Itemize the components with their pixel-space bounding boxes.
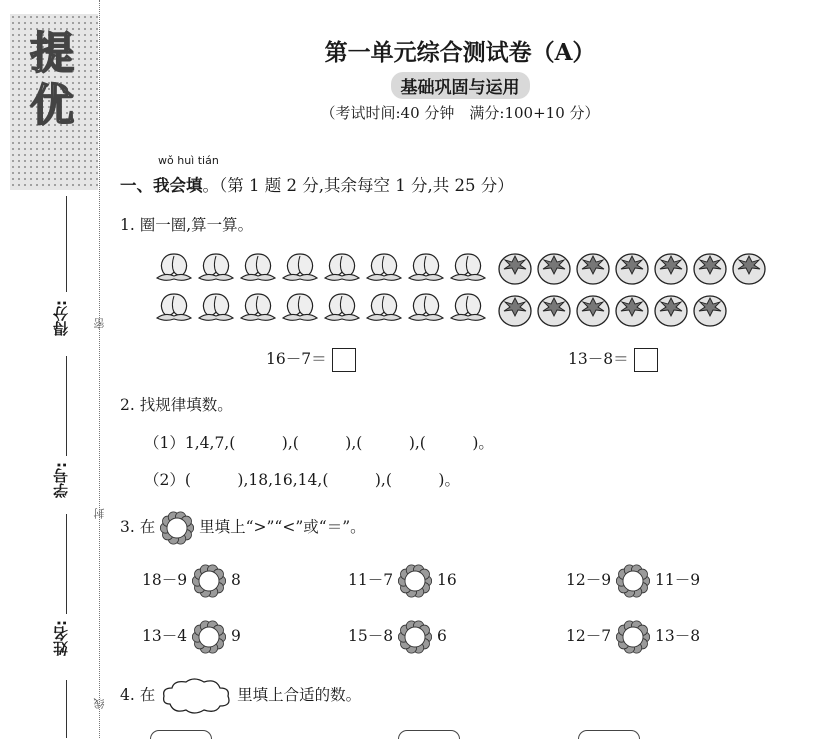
q3-prompt-before: 3. 在 xyxy=(120,518,156,536)
q3-item-1 xyxy=(142,564,241,598)
cloud-icon xyxy=(160,678,232,714)
q1-eq-left-text: 16－7＝ xyxy=(266,350,327,368)
seal-char-mi: 密 xyxy=(93,318,106,329)
seal-char-xian: 线 xyxy=(93,698,106,709)
student-id-line xyxy=(66,514,67,614)
compare-flower-icon[interactable] xyxy=(616,564,650,598)
q3-item-right: 16 xyxy=(436,571,457,589)
tomato-icon xyxy=(574,290,612,328)
q1-equation-right xyxy=(568,347,658,372)
q3-item-left: 12－9 xyxy=(566,571,612,589)
score-label: 得分: xyxy=(52,300,70,336)
peach-icon xyxy=(239,290,277,324)
tomato-icon xyxy=(652,290,690,328)
peach-icon xyxy=(407,290,445,324)
q2-prompt: 2. 找规律填数。 xyxy=(120,396,233,414)
compare-flower-icon[interactable] xyxy=(398,564,432,598)
peach-picture-group xyxy=(155,250,495,330)
peach-icon xyxy=(323,250,361,284)
peach-icon xyxy=(155,250,193,284)
tomato-icon xyxy=(730,248,768,286)
tomato-icon xyxy=(496,290,534,328)
q4-prompt xyxy=(120,678,361,714)
section-pinyin: wǒ huì tián xyxy=(158,154,219,167)
q1-eq-right-text: 13－8＝ xyxy=(568,350,629,368)
q3-item-6 xyxy=(566,620,700,654)
name-label: 姓名: xyxy=(52,620,70,656)
subtitle-wrap xyxy=(120,72,800,99)
q2-line-2[interactable]: （2）( ),18,16,14,( ),( )。 xyxy=(144,471,460,489)
q3-prompt-after: 里填上“>”“<”或“＝”。 xyxy=(199,518,366,536)
q2-line-1[interactable]: （1）1,4,7,( ),( ),( ),( )。 xyxy=(144,434,494,452)
tomato-icon xyxy=(691,248,729,286)
q3-item-right: 11－9 xyxy=(654,571,701,589)
student-id-label: 学号: xyxy=(52,462,70,498)
q1-answer-box-right[interactable] xyxy=(634,348,658,372)
tomato-icon xyxy=(496,248,534,286)
q3-item-3 xyxy=(566,564,700,598)
subtitle-badge: 基础巩固与运用 xyxy=(391,72,530,99)
q3-item-left: 13－4 xyxy=(142,627,188,645)
section-heading-bold: 我会填 xyxy=(153,176,203,195)
q3-item-2 xyxy=(348,564,457,598)
q3-item-left: 18－9 xyxy=(142,571,188,589)
peach-icon xyxy=(197,250,235,284)
q3-prompt xyxy=(120,511,366,545)
section-heading-prefix: 一、 xyxy=(120,176,153,195)
peach-icon xyxy=(365,290,403,324)
flower-icon xyxy=(160,511,194,545)
q1-equation-left xyxy=(266,347,356,372)
q3-item-left: 12－7 xyxy=(566,627,612,645)
compare-flower-icon[interactable] xyxy=(192,620,226,654)
tomato-icon xyxy=(535,248,573,286)
compare-flower-icon[interactable] xyxy=(616,620,650,654)
tomato-icon xyxy=(652,248,690,286)
peach-icon xyxy=(407,250,445,284)
peach-icon xyxy=(365,250,403,284)
score-line-bottom xyxy=(66,356,67,456)
q3-item-4 xyxy=(142,620,241,654)
tomato-icon xyxy=(613,248,651,286)
q3-item-right: 6 xyxy=(436,627,447,645)
peach-icon xyxy=(239,250,277,284)
peach-icon xyxy=(449,290,487,324)
score-line-top xyxy=(66,196,67,292)
tomato-icon xyxy=(535,290,573,328)
q3-item-right: 8 xyxy=(230,571,241,589)
section-heading-rest: 。（第 1 题 2 分,其余每空 1 分,共 25 分） xyxy=(202,176,514,195)
peach-icon xyxy=(281,250,319,284)
seal-dotted-line xyxy=(99,0,100,738)
exam-info: （考试时间:40 分钟 满分:100+10 分） xyxy=(320,104,600,122)
peach-icon xyxy=(197,290,235,324)
q3-item-left: 11－7 xyxy=(348,571,394,589)
q4-prompt-after: 里填上合适的数。 xyxy=(237,686,362,704)
q3-item-right: 9 xyxy=(230,627,241,645)
q3-item-left: 15－8 xyxy=(348,627,394,645)
q4-prompt-before: 4. 在 xyxy=(120,686,156,704)
section-heading xyxy=(120,172,514,196)
q3-item-right: 13－8 xyxy=(654,627,701,645)
q1-answer-box-left[interactable] xyxy=(332,348,356,372)
compare-flower-icon[interactable] xyxy=(398,620,432,654)
q1-prompt: 1. 圈一圈,算一算。 xyxy=(120,216,254,234)
compare-flower-icon[interactable] xyxy=(192,564,226,598)
peach-icon xyxy=(449,250,487,284)
tomato-icon xyxy=(574,248,612,286)
peach-icon xyxy=(155,290,193,324)
tomato-icon xyxy=(613,290,651,328)
page-title: 第一单元综合测试卷（A） xyxy=(324,39,596,66)
series-tag-text: 提优 xyxy=(30,28,74,131)
tomato-icon xyxy=(691,290,729,328)
q3-item-5 xyxy=(348,620,447,654)
tomato-picture-group xyxy=(496,248,776,332)
peach-icon xyxy=(281,290,319,324)
name-line xyxy=(66,680,67,738)
seal-char-feng: 封 xyxy=(93,508,106,519)
peach-icon xyxy=(323,290,361,324)
